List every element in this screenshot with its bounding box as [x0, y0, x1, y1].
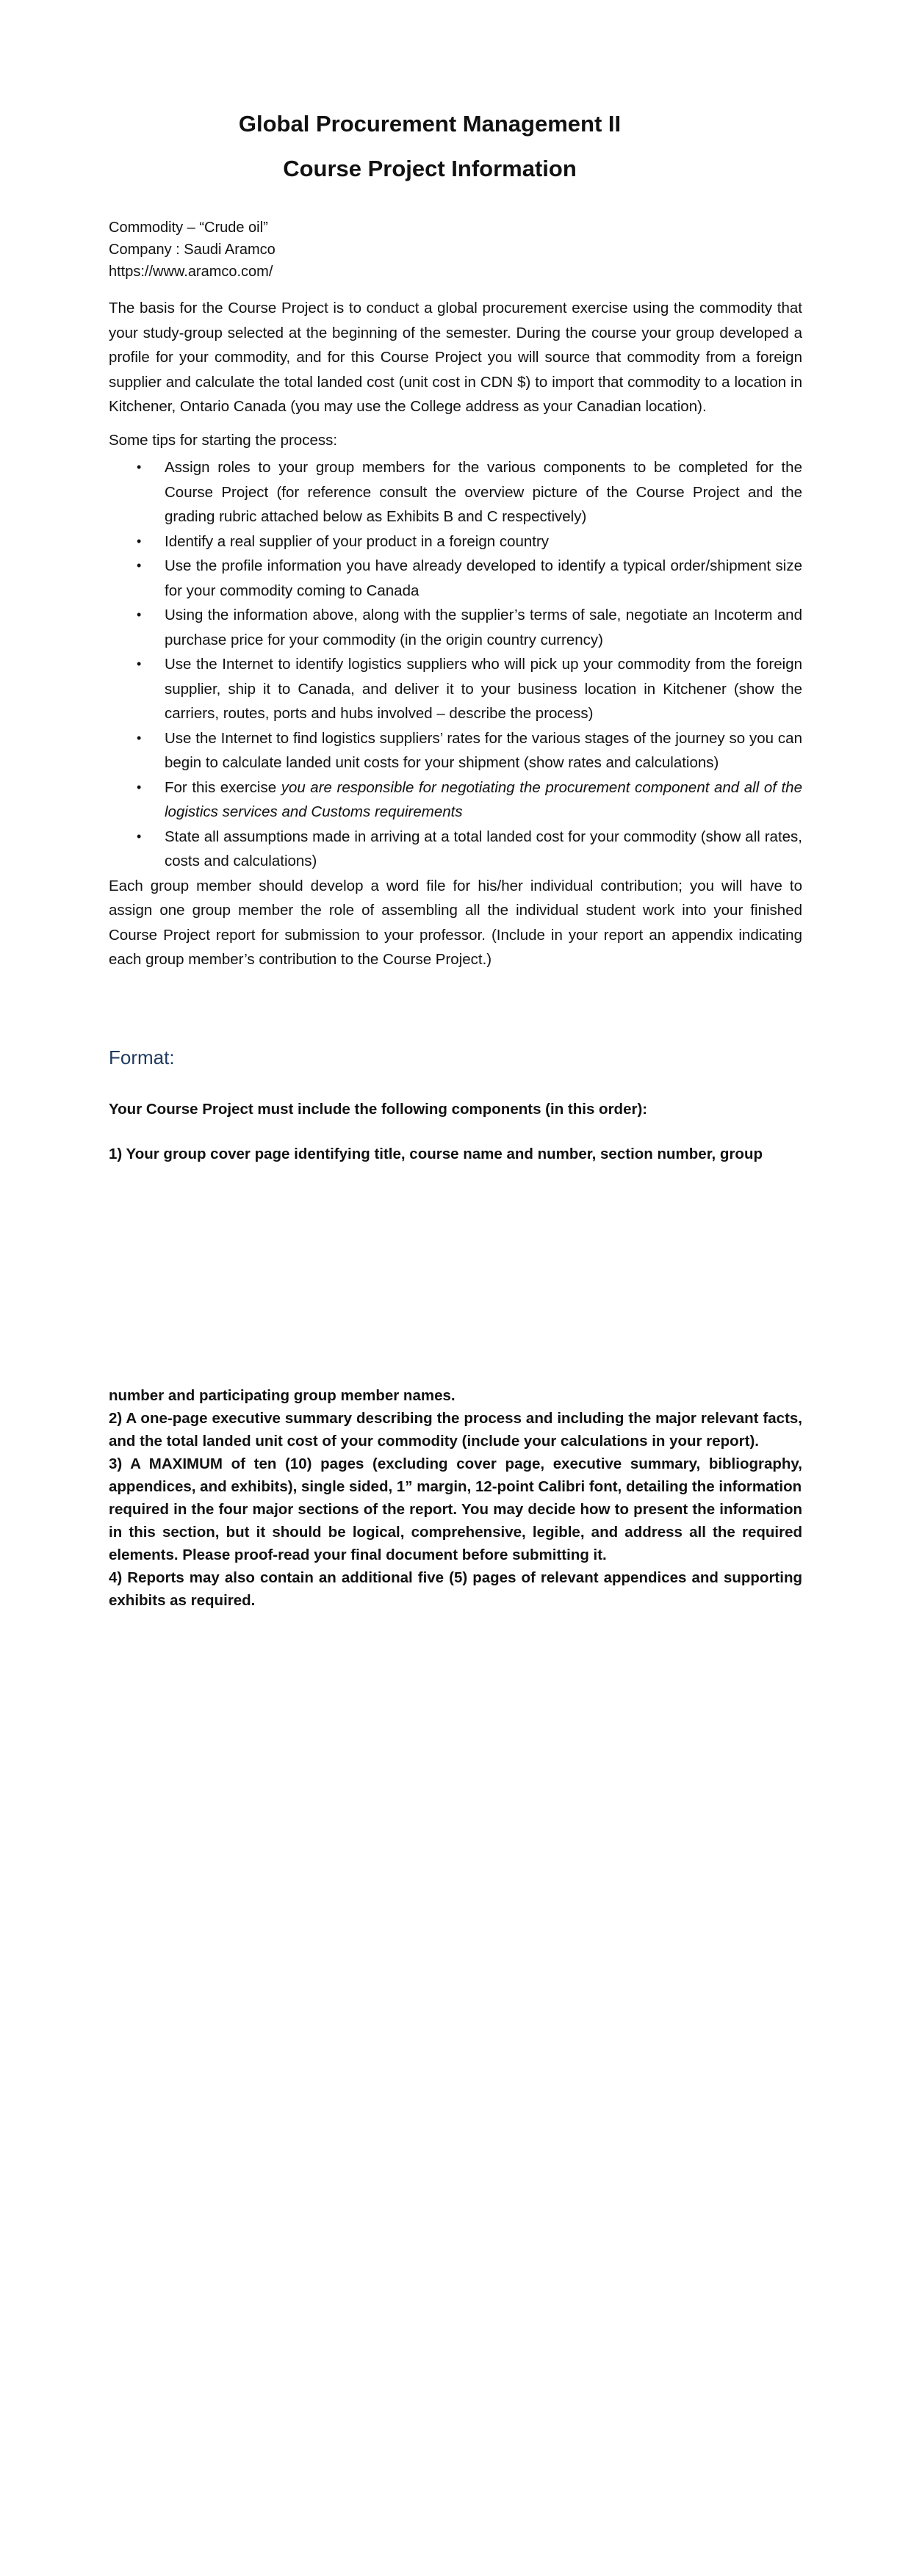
commodity-info	[109, 217, 802, 283]
tip-text: Use the Internet to identify logistics suppliers who will pick up your commodity from the foreign supplier, ship it to Canada, and deliver it to your business location in Kitchener (show the carriers, routes, ports and hubs involved – describe the process)	[165, 656, 802, 722]
component-3-text-b: required in the four major sections of the report. You may decide how to present the information in this section, but it should be logical, comprehensive, legible, and address all the required elements. Please proof-read your final document before submitting it.	[109, 1501, 802, 1563]
project-body	[109, 296, 802, 972]
component-1-text-a: 1) Your group cover page identifying title, course name and number, section number, group	[109, 1146, 763, 1162]
bullet-icon: •	[137, 730, 142, 745]
component-2: 2) A one-page executive summary describing the process and including the major relevant facts, and the total landed unit cost of your commodity (include your calculations in your report).	[109, 1410, 802, 1450]
tip-text: State all assumptions made in arriving at a total landed cost for your commodity (show all rates, costs and calculations)	[165, 828, 802, 869]
tip-item	[109, 825, 802, 874]
tip-7-prefix: For this exercise	[165, 778, 281, 796]
tip-text: Assign roles to your group members for the various components to be completed for the Course Project (for reference consult the overview picture of the Course Project and the grading rubric attached below as Exhibits B and C respectively)	[165, 459, 802, 525]
tip-item	[109, 529, 802, 554]
intro-paragraph: The basis for the Course Project is to conduct a global procurement exercise using the commodity that your study-group selected at the beginning of the semester. During the course your group developed a profile for your commodity, and for this Course Project you will source that commodity from a foreign supplier and calculate the total landed cost (unit cost in CDN $) to import that commodity to a location in Kitchener, Ontario Canada (you may use the College address as your Canadian location).	[109, 300, 802, 415]
tips-list	[109, 455, 802, 874]
document-title: Global Procurement Management II	[238, 111, 622, 137]
document-subtitle-text: Course Project Information	[283, 156, 577, 181]
must-include-block	[109, 1098, 802, 1121]
bullet-icon: •	[137, 656, 142, 671]
tip-text: Use the Internet to find logistics suppliers’ rates for the various stages of the journey so you can begin to calculate landed unit costs for your shipment (show rates and calculations)	[165, 729, 802, 771]
format-heading: Format:	[109, 1046, 175, 1068]
tip-item	[109, 554, 802, 603]
bullet-icon: •	[137, 607, 142, 622]
tip-text: Using the information above, along with the supplier’s terms of sale, negotiate an Incoterm and purchase price for your commodity (in the origin country currency)	[165, 607, 802, 648]
commodity-line: Commodity – “Crude oil”	[109, 220, 268, 236]
bullet-icon: •	[137, 828, 142, 844]
company-line: Company : Saudi Aramco	[109, 242, 276, 258]
document-subtitle	[0, 155, 860, 183]
tips-lead: Some tips for starting the process:	[109, 431, 338, 449]
tip-item	[109, 652, 802, 726]
component-3-text-a: 3) A MAXIMUM of ten (10) pages (excluding cover page, executive summary, bibliography, appendices, and exhibits), single sided, 1” margin, 12-point Calibri font, detailing the information	[109, 1455, 802, 1495]
tip-item	[109, 455, 802, 529]
components-list	[109, 1384, 802, 1612]
tip-text: Use the profile information you have already developed to identify a typical order/shipment size for your commodity coming to Canada	[165, 557, 802, 599]
component-1-start	[109, 1143, 802, 1165]
tip-7-emphasis: you are responsible for negotiating the procurement component and all of the logistics services and Customs requirements	[165, 778, 802, 820]
component-1-text-b: number and participating group member names.	[109, 1387, 455, 1404]
component-4: 4) Reports may also contain an additional five (5) pages of relevant appendices and supporting exhibits as required.	[109, 1569, 802, 1609]
tip-item	[109, 775, 802, 825]
website-line: https://www.aramco.com/	[109, 264, 273, 280]
bullet-icon: •	[137, 558, 142, 573]
bullet-icon: •	[137, 779, 142, 795]
tip-item	[109, 603, 802, 652]
tip-item	[109, 726, 802, 775]
bullet-icon: •	[137, 460, 142, 474]
bullet-icon: •	[137, 533, 142, 549]
closing-paragraph: Each group member should develop a word file for his/her individual contribution; you will have to assign one group member the role of assembling all the individual student work into your finished Course Project report for submission to your professor. (Include in your report an appendix indicating each group member’s contribution to the Course Project.)	[109, 877, 802, 968]
must-include-text: Your Course Project must include the following components (in this order):	[109, 1101, 648, 1118]
tip-text: Identify a real supplier of your product in a foreign country	[165, 532, 550, 550]
